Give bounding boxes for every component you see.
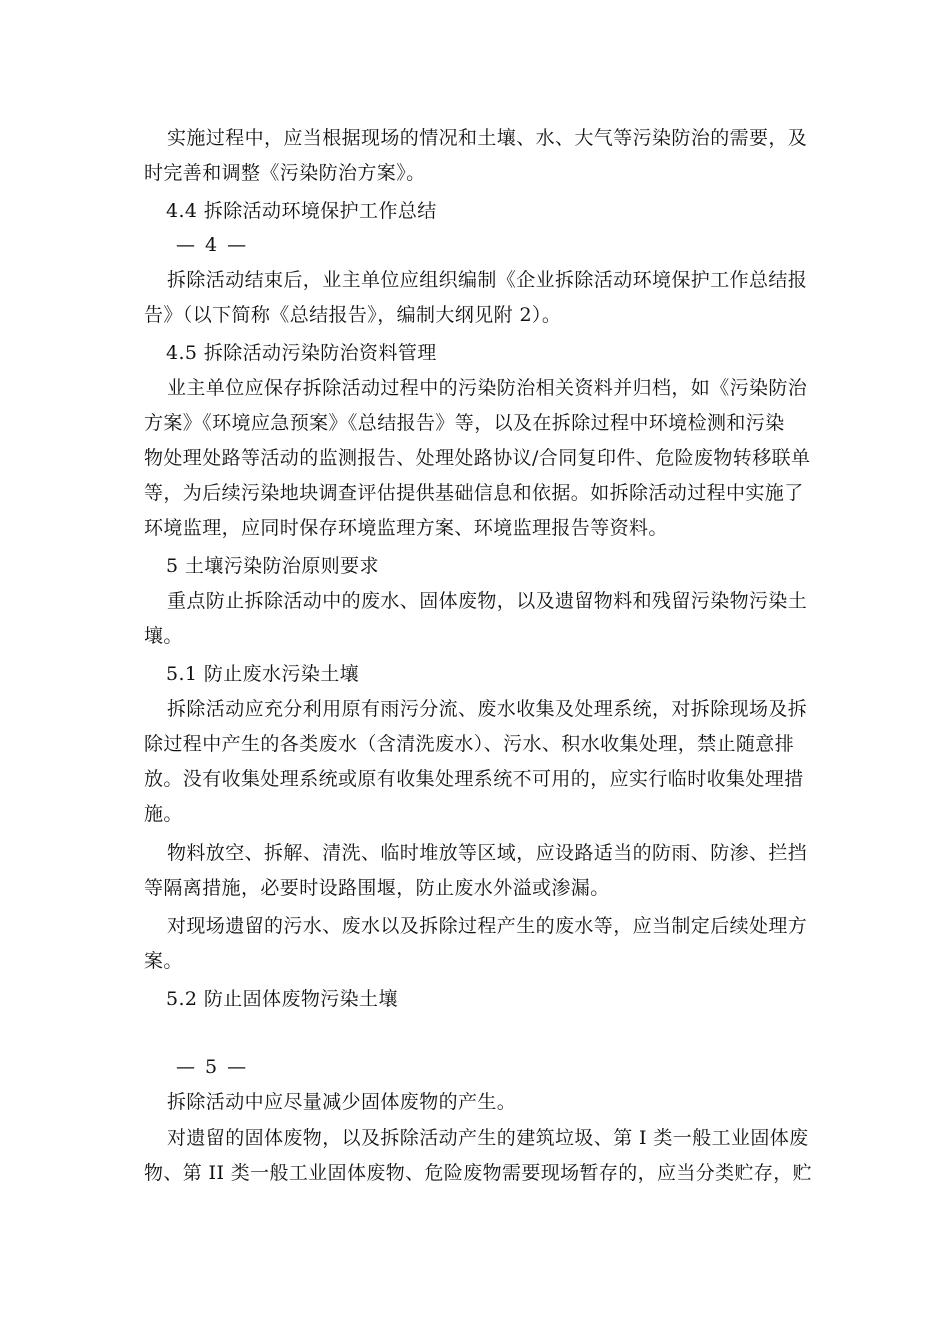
paragraph-line: 物处理处路等活动的监测报告、处理处路协议/合同复印件、危险废物转移联单	[144, 447, 811, 469]
paragraph-line: 等隔离措施，必要时设路围堰，防止废水外溢或渗漏。	[144, 877, 610, 899]
paragraph-line: 重点防止拆除活动中的废水、固体废物，以及遗留物料和残留污染物污染土	[167, 590, 808, 612]
section-heading: 4.5 拆除活动污染防治资料管理	[166, 342, 437, 364]
paragraph-line: 等，为后续污染地块调查评估提供基础信息和依据。如拆除活动过程中实施了	[144, 482, 804, 504]
paragraph-line: 拆除活动中应尽量减少固体废物的产生。	[167, 1091, 517, 1113]
paragraph-line: 环境监理，应同时保存环境监理方案、环境监理报告等资料。	[144, 517, 668, 539]
paragraph-line: 物料放空、拆解、清洗、临时堆放等区域，应设路适当的防雨、防渗、拦挡	[167, 842, 808, 864]
paragraph-line: 对遗留的固体废物，以及拆除活动产生的建筑垃圾、第 I 类一般工业固体废	[167, 1127, 809, 1149]
paragraph-line: 时完善和调整《污染防治方案》。	[144, 162, 426, 184]
paragraph-line: 方案》《环境应急预案》《总结报告》等，以及在拆除过程中环境检测和污染	[144, 412, 785, 434]
section-heading: 5 土壤污染防治原则要求	[166, 555, 379, 577]
section-heading: 4.4 拆除活动环境保护工作总结	[166, 200, 437, 222]
paragraph-line: 物、第 II 类一般工业固体废物、危险废物需要现场暂存的，应当分类贮存，贮	[144, 1162, 812, 1184]
paragraph-line: 业主单位应保存拆除活动过程中的污染防治相关资料并归档，如《污染防治	[167, 377, 808, 399]
section-heading: 5.1 防止废水污染土壤	[166, 663, 360, 685]
paragraph-line: 壤。	[144, 625, 183, 647]
paragraph-line: 除过程中产生的各类废水（含清洗废水）、污水、积水收集处理，禁止随意排	[144, 733, 795, 755]
paragraph-line: 放。没有收集处理系统或原有收集处理系统不可用的，应实行临时收集处理措	[144, 768, 804, 790]
paragraph-line: 实施过程中，应当根据现场的情况和土壤、水、大气等污染防治的需要，及	[167, 127, 808, 149]
paragraph-line: 告》（以下简称《总结报告》，编制大纲见附 2）。	[144, 304, 562, 326]
paragraph-line: 案。	[144, 950, 183, 972]
page-number: — 4 —	[176, 234, 249, 256]
paragraph-line: 拆除活动结束后，业主单位应组织编制《企业拆除活动环境保护工作总结报	[167, 269, 808, 291]
paragraph-line: 施。	[144, 803, 183, 825]
paragraph-line: 拆除活动应充分利用原有雨污分流、废水收集及处理系统，对拆除现场及拆	[167, 698, 808, 720]
page-number: — 5 —	[176, 1056, 249, 1078]
paragraph-line: 对现场遗留的污水、废水以及拆除过程产生的废水等，应当制定后续处理方	[167, 915, 808, 937]
section-heading: 5.2 防止固体废物污染土壤	[166, 988, 398, 1010]
